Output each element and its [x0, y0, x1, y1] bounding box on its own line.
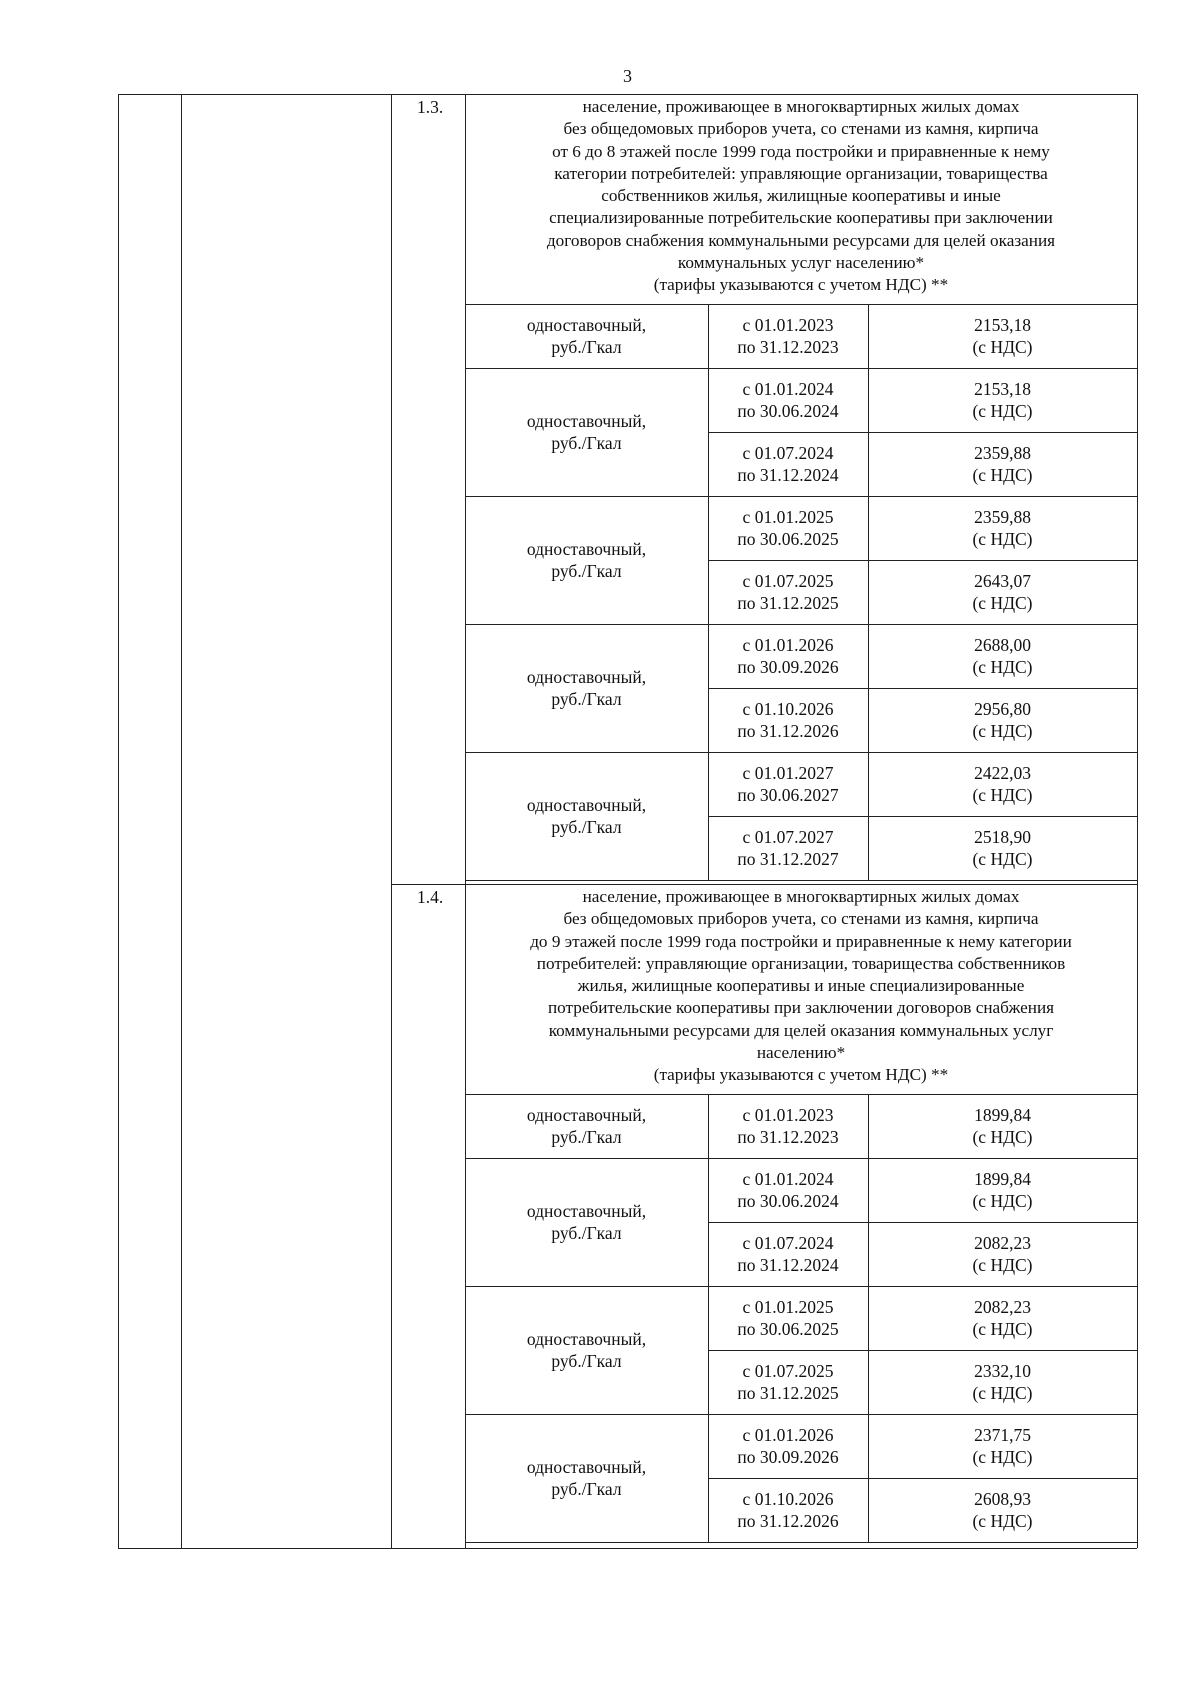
tariff-value: 2082,23	[974, 1233, 1031, 1253]
period-to: по 30.09.2026	[737, 657, 839, 677]
tariff-type-cell	[465, 496, 708, 624]
period-cell	[708, 1478, 868, 1542]
tariff-value: 1899,84	[974, 1105, 1031, 1125]
period-from: с 01.01.2025	[742, 1297, 834, 1317]
tariff-type-cell	[465, 1286, 708, 1414]
tariff-type-text: руб./Гкал	[551, 1351, 622, 1371]
description-line: потребительские кооперативы при заключении договоров снабжения	[547, 998, 1055, 1018]
tariff-type-text: руб./Гкал	[551, 817, 622, 837]
vat-note: (с НДС)	[972, 1447, 1033, 1467]
tariff-type-text: руб./Гкал	[551, 1127, 622, 1147]
period-to: по 31.12.2024	[737, 465, 839, 485]
description-line: население, проживающее в многоквартирных жилых домах	[582, 887, 1020, 906]
tariff-value-cell	[868, 1094, 1137, 1158]
vat-note: (с НДС)	[972, 1191, 1033, 1211]
tariff-type-text: одноставочный,	[526, 315, 647, 335]
description-line: от 6 до 8 этажей после 1999 года постройки и приравненные к нему	[552, 141, 1050, 161]
tariff-value: 2082,23	[974, 1297, 1031, 1317]
tariff-value-cell	[868, 432, 1137, 496]
period-cell	[708, 432, 868, 496]
period-from: с 01.01.2026	[742, 1425, 834, 1445]
period-from: с 01.01.2023	[742, 315, 834, 335]
period-from: с 01.07.2024	[742, 1233, 834, 1253]
tariff-type-text: одноставочный,	[526, 667, 647, 687]
section-number: 1.4.	[417, 887, 444, 907]
tariff-type-cell	[465, 1158, 708, 1286]
tariff-type-cell	[465, 304, 708, 368]
description-line: населению*	[756, 1043, 846, 1063]
tariff-type-cell	[465, 752, 708, 880]
tariff-value-cell	[868, 368, 1137, 432]
period-cell	[708, 752, 868, 816]
tariff-value: 2332,10	[974, 1361, 1031, 1381]
period-from: с 01.07.2024	[742, 443, 834, 463]
description-line: категории потребителей: управляющие организации, товарищества	[554, 163, 1048, 183]
period-cell	[708, 304, 868, 368]
period-to: по 30.06.2024	[737, 401, 839, 421]
description-line: специализированные потребительские кооперативы при заключении	[549, 208, 1053, 228]
tariff-value: 2608,93	[974, 1489, 1031, 1509]
page-number: 3	[623, 66, 632, 86]
tariff-type-text: одноставочный,	[526, 411, 647, 431]
frame-top-border	[118, 94, 1137, 95]
period-cell	[708, 1158, 868, 1222]
tariff-value-cell	[868, 1286, 1137, 1350]
period-to: по 31.12.2025	[737, 593, 839, 613]
period-cell	[708, 1350, 868, 1414]
column-divider-1	[181, 94, 182, 1548]
period-cell	[708, 1414, 868, 1478]
vat-note: (с НДС)	[972, 849, 1033, 869]
tariff-type-text: одноставочный,	[526, 1105, 647, 1125]
period-to: по 30.06.2025	[737, 529, 839, 549]
period-cell	[708, 496, 868, 560]
section-divider	[391, 884, 1137, 885]
tariff-value-cell	[868, 304, 1137, 368]
tariff-value: 2688,00	[974, 635, 1031, 655]
tariff-value: 1899,84	[974, 1169, 1031, 1189]
tariff-value-cell	[868, 560, 1137, 624]
period-from: с 01.07.2025	[742, 571, 834, 591]
period-cell	[708, 688, 868, 752]
tariff-type-text: руб./Гкал	[551, 1479, 622, 1499]
tariff-type-cell	[465, 624, 708, 752]
period-to: по 31.12.2025	[737, 1383, 839, 1403]
tariff-value-cell	[868, 496, 1137, 560]
tariff-type-text: руб./Гкал	[551, 561, 622, 581]
description-line: жилья, жилищные кооперативы и иные специализированные	[577, 976, 1025, 996]
tariff-type-text: руб./Гкал	[551, 1223, 622, 1243]
period-to: по 30.06.2024	[737, 1191, 839, 1211]
tariff-type-cell	[465, 1094, 708, 1158]
period-to: по 30.09.2026	[737, 1447, 839, 1467]
description-line: договоров снабжения коммунальными ресурсами для целей оказания	[546, 230, 1056, 250]
period-cell	[708, 816, 868, 880]
period-to: по 31.12.2027	[737, 849, 839, 869]
frame-left-border	[118, 94, 119, 1548]
tariff-type-text: одноставочный,	[526, 1201, 647, 1221]
description-line: без общедомовых приборов учета, со стенами из камня, кирпича	[563, 909, 1039, 929]
tariff-value: 2371,75	[974, 1425, 1031, 1445]
column-divider-2	[391, 94, 392, 1548]
period-from: с 01.07.2025	[742, 1361, 834, 1381]
period-cell	[708, 560, 868, 624]
tariff-value-cell	[868, 688, 1137, 752]
tariff-value-cell	[868, 816, 1137, 880]
tariff-value-cell	[868, 1158, 1137, 1222]
period-to: по 30.06.2025	[737, 1319, 839, 1339]
vat-note: (с НДС)	[972, 529, 1033, 549]
description-line: без общедомовых приборов учета, со стенами из камня, кирпича	[563, 119, 1039, 139]
tariff-value-cell	[868, 1478, 1137, 1542]
period-cell	[708, 1094, 868, 1158]
description-line: население, проживающее в многоквартирных жилых домах	[582, 97, 1020, 116]
tariff-value: 2956,80	[974, 699, 1031, 719]
tariff-type-text: одноставочный,	[526, 795, 647, 815]
vat-note: (с НДС)	[972, 1319, 1033, 1339]
description-line: собственников жилья, жилищные кооперативы и иные	[601, 186, 1001, 206]
tariff-value: 2359,88	[974, 507, 1031, 527]
tariff-type-cell	[465, 368, 708, 496]
tariff-value: 2643,07	[974, 571, 1031, 591]
description-line: коммунальными ресурсами для целей оказания коммунальных услуг	[548, 1020, 1054, 1040]
tariff-type-text: одноставочный,	[526, 539, 647, 559]
period-to: по 31.12.2024	[737, 1255, 839, 1275]
period-from: с 01.01.2026	[742, 635, 834, 655]
tariff-type-text: одноставочный,	[526, 1329, 647, 1349]
period-cell	[708, 624, 868, 688]
description-line: (тарифы указываются с учетом НДС) **	[653, 1065, 949, 1085]
vat-note: (с НДС)	[972, 593, 1033, 613]
description-line: (тарифы указываются с учетом НДС) **	[653, 275, 949, 295]
period-to: по 30.06.2027	[737, 785, 839, 805]
vat-note: (с НДС)	[972, 785, 1033, 805]
vat-note: (с НДС)	[972, 401, 1033, 421]
period-cell	[708, 1222, 868, 1286]
group-divider	[465, 1542, 1137, 1543]
section-number: 1.3.	[417, 97, 444, 117]
tariff-type-text: руб./Гкал	[551, 337, 622, 357]
tariff-type-text: одноставочный,	[526, 1457, 647, 1477]
period-to: по 31.12.2023	[737, 337, 839, 357]
period-from: с 01.07.2027	[742, 827, 834, 847]
vat-note: (с НДС)	[972, 721, 1033, 741]
vat-note: (с НДС)	[972, 657, 1033, 677]
vat-note: (с НДС)	[972, 1383, 1033, 1403]
tariff-value-cell	[868, 752, 1137, 816]
tariff-value: 2518,90	[974, 827, 1031, 847]
tariff-value-cell	[868, 1350, 1137, 1414]
vat-note: (с НДС)	[972, 1511, 1033, 1531]
period-to: по 31.12.2026	[737, 721, 839, 741]
tariff-value-cell	[868, 624, 1137, 688]
tariff-value: 2153,18	[974, 315, 1031, 335]
period-from: с 01.01.2024	[742, 379, 834, 399]
description-line: до 9 этажей после 1999 года постройки и приравненные к нему категории	[530, 931, 1072, 951]
vat-note: (с НДС)	[972, 465, 1033, 485]
vat-note: (с НДС)	[972, 337, 1033, 357]
vat-note: (с НДС)	[972, 1255, 1033, 1275]
group-divider	[465, 880, 1137, 881]
tariff-value-cell	[868, 1222, 1137, 1286]
period-from: с 01.01.2023	[742, 1105, 834, 1125]
section-description	[465, 886, 1137, 1087]
frame-right-border	[1137, 94, 1138, 1548]
period-cell	[708, 368, 868, 432]
period-to: по 31.12.2023	[737, 1127, 839, 1147]
tariff-type-text: руб./Гкал	[551, 433, 622, 453]
tariff-table	[118, 94, 1137, 1548]
description-line: коммунальных услуг населению*	[677, 253, 925, 273]
description-line: потребителей: управляющие организации, товарищества собственников	[536, 953, 1066, 973]
tariff-value-cell	[868, 1414, 1137, 1478]
tariff-value: 2153,18	[974, 379, 1031, 399]
vat-note: (с НДС)	[972, 1127, 1033, 1147]
period-from: с 01.10.2026	[742, 699, 834, 719]
frame-bottom-border	[118, 1548, 1137, 1549]
tariff-value: 2359,88	[974, 443, 1031, 463]
period-from: с 01.01.2025	[742, 507, 834, 527]
period-from: с 01.10.2026	[742, 1489, 834, 1509]
period-cell	[708, 1286, 868, 1350]
period-from: с 01.01.2027	[742, 763, 834, 783]
period-from: с 01.01.2024	[742, 1169, 834, 1189]
tariff-type-text: руб./Гкал	[551, 689, 622, 709]
tariff-value: 2422,03	[974, 763, 1031, 783]
period-to: по 31.12.2026	[737, 1511, 839, 1531]
tariff-type-cell	[465, 1414, 708, 1542]
section-description	[465, 96, 1137, 297]
